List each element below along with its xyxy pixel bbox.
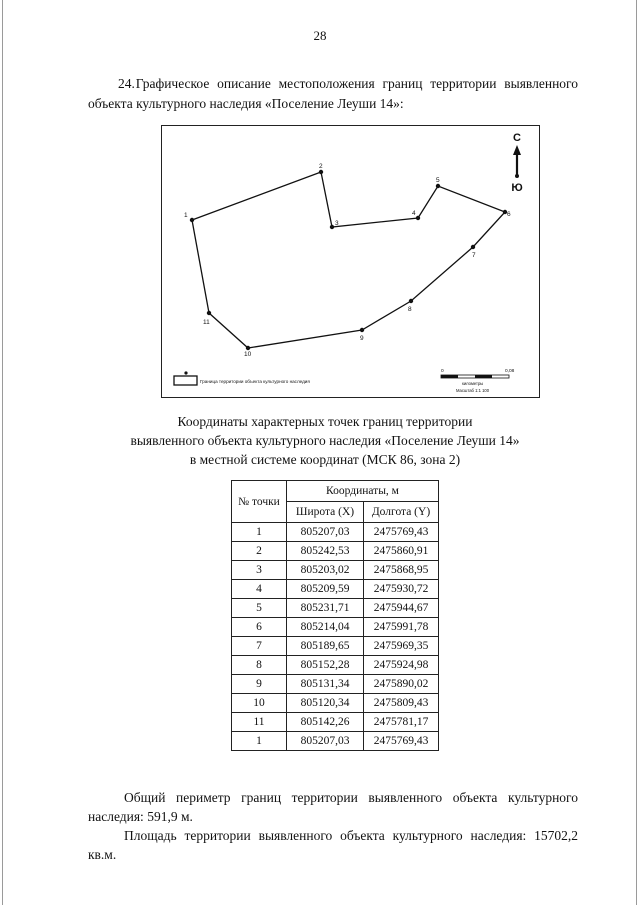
latitude-cell: 805142,26	[287, 713, 364, 732]
scale-units: километры	[462, 381, 484, 386]
point-number-cell: 8	[232, 656, 287, 675]
longitude-cell: 2475944,67	[364, 599, 439, 618]
latitude-cell: 805242,53	[287, 542, 364, 561]
table-row	[232, 637, 439, 656]
latitude-cell: 805231,71	[287, 599, 364, 618]
table-row	[232, 713, 439, 732]
latitude-cell: 805207,03	[287, 732, 364, 751]
map-legend	[174, 371, 310, 385]
longitude-cell: 2475868,95	[364, 561, 439, 580]
page-number: 28	[313, 28, 327, 43]
longitude-cell: 2475860,91	[364, 542, 439, 561]
section-number: 24.	[118, 76, 135, 91]
point-number-cell: 1	[232, 523, 287, 542]
north-arrow-icon	[513, 145, 521, 155]
vertex-label-1: 1	[184, 212, 188, 219]
point-number-cell: 4	[232, 580, 287, 599]
scan-edge-right	[636, 0, 637, 905]
table-row	[232, 675, 439, 694]
vertex-11	[207, 311, 211, 315]
coordinates-title	[80, 412, 570, 469]
vertex-label-3: 3	[335, 220, 339, 227]
vertex-label-6: 6	[507, 211, 511, 218]
longitude-cell: 2475769,43	[364, 732, 439, 751]
section-heading	[88, 74, 578, 114]
coordinates-table	[231, 480, 439, 751]
table-row	[232, 732, 439, 751]
longitude-cell: 2475781,17	[364, 713, 439, 732]
point-number-cell: 9	[232, 675, 287, 694]
table-row	[232, 580, 439, 599]
longitude-cell: 2475809,43	[364, 694, 439, 713]
boundary-polygon	[192, 172, 505, 348]
point-number-cell: 2	[232, 542, 287, 561]
scale-ratio: Масштаб 1:1 100	[456, 388, 490, 393]
coordinates-title-line-1: Координаты характерных точек границ территории	[177, 414, 473, 429]
table-row	[232, 656, 439, 675]
coordinates-title-line-3: в местной системе координат (МСК 86, зона 2)	[189, 452, 461, 467]
vertex-label-10: 10	[244, 351, 252, 358]
longitude-cell: 2475924,98	[364, 656, 439, 675]
table-row	[232, 599, 439, 618]
vertex-5	[436, 184, 440, 188]
vertex-1	[190, 218, 194, 222]
coordinates-title-line-2: выявленного объекта культурного наследия «Поселение Леуши 14»	[130, 433, 520, 448]
point-number-cell: 7	[232, 637, 287, 656]
vertex-2	[319, 170, 323, 174]
table-row	[232, 618, 439, 637]
vertex-4	[416, 216, 420, 220]
compass-north: С	[513, 132, 521, 144]
longitude-cell: 2475890,02	[364, 675, 439, 694]
header-point-number: № точки	[232, 481, 287, 523]
area-text: Площадь территории выявленного объекта культурного наследия: 15702,2 кв.м.	[88, 828, 578, 862]
header-longitude: Долгота (Y)	[364, 502, 439, 523]
scan-edge-left	[2, 0, 3, 905]
scale-bar	[441, 368, 515, 393]
latitude-cell: 805214,04	[287, 618, 364, 637]
point-number-cell: 6	[232, 618, 287, 637]
table-row	[232, 542, 439, 561]
vertex-label-11: 11	[203, 319, 210, 326]
vertex-label-8: 8	[408, 306, 412, 313]
table-row	[232, 523, 439, 542]
section-heading-text: Графическое описание местоположения границ территории выявленного объекта культурного наследия «Поселение Леуши 14»:	[88, 76, 578, 111]
point-number-cell: 3	[232, 561, 287, 580]
latitude-cell: 805189,65	[287, 637, 364, 656]
scale-max: 0,08	[505, 369, 515, 374]
perimeter-text: Общий периметр границ территории выявленного объекта культурного наследия: 591,9 м.	[88, 790, 578, 824]
header-coordinates: Координаты, м	[287, 481, 439, 502]
vertex-3	[330, 225, 334, 229]
point-number-cell: 1	[232, 732, 287, 751]
longitude-cell: 2475991,78	[364, 618, 439, 637]
vertex-10	[246, 346, 250, 350]
boundary-map	[161, 125, 540, 398]
vertex-label-7: 7	[472, 252, 476, 259]
north-arrow	[511, 132, 522, 194]
vertex-7	[471, 245, 475, 249]
coordinates-table-body	[232, 523, 439, 751]
compass-south: Ю	[511, 182, 523, 194]
vertex-label-4: 4	[412, 210, 416, 217]
legend-label: Граница территории объекта культурного наследия	[200, 379, 310, 384]
legend-swatch	[174, 376, 197, 385]
vertex-label-9: 9	[360, 335, 364, 342]
summary	[88, 788, 578, 864]
scale-zero: 0	[441, 369, 444, 374]
vertex-label-2: 2	[319, 163, 323, 170]
longitude-cell: 2475969,35	[364, 637, 439, 656]
latitude-cell: 805131,34	[287, 675, 364, 694]
table-row	[232, 694, 439, 713]
point-number-cell: 10	[232, 694, 287, 713]
longitude-cell: 2475769,43	[364, 523, 439, 542]
point-number-cell: 5	[232, 599, 287, 618]
header-latitude: Широта (X)	[287, 502, 364, 523]
latitude-cell: 805207,03	[287, 523, 364, 542]
table-row	[232, 561, 439, 580]
vertex-9	[360, 328, 364, 332]
latitude-cell: 805209,59	[287, 580, 364, 599]
vertex-label-5: 5	[436, 177, 440, 184]
longitude-cell: 2475930,72	[364, 580, 439, 599]
boundary-map-drawing	[162, 126, 541, 399]
latitude-cell: 805203,02	[287, 561, 364, 580]
latitude-cell: 805120,34	[287, 694, 364, 713]
latitude-cell: 805152,28	[287, 656, 364, 675]
point-number-cell: 11	[232, 713, 287, 732]
vertex-8	[409, 299, 413, 303]
boundary-vertices	[190, 170, 507, 350]
